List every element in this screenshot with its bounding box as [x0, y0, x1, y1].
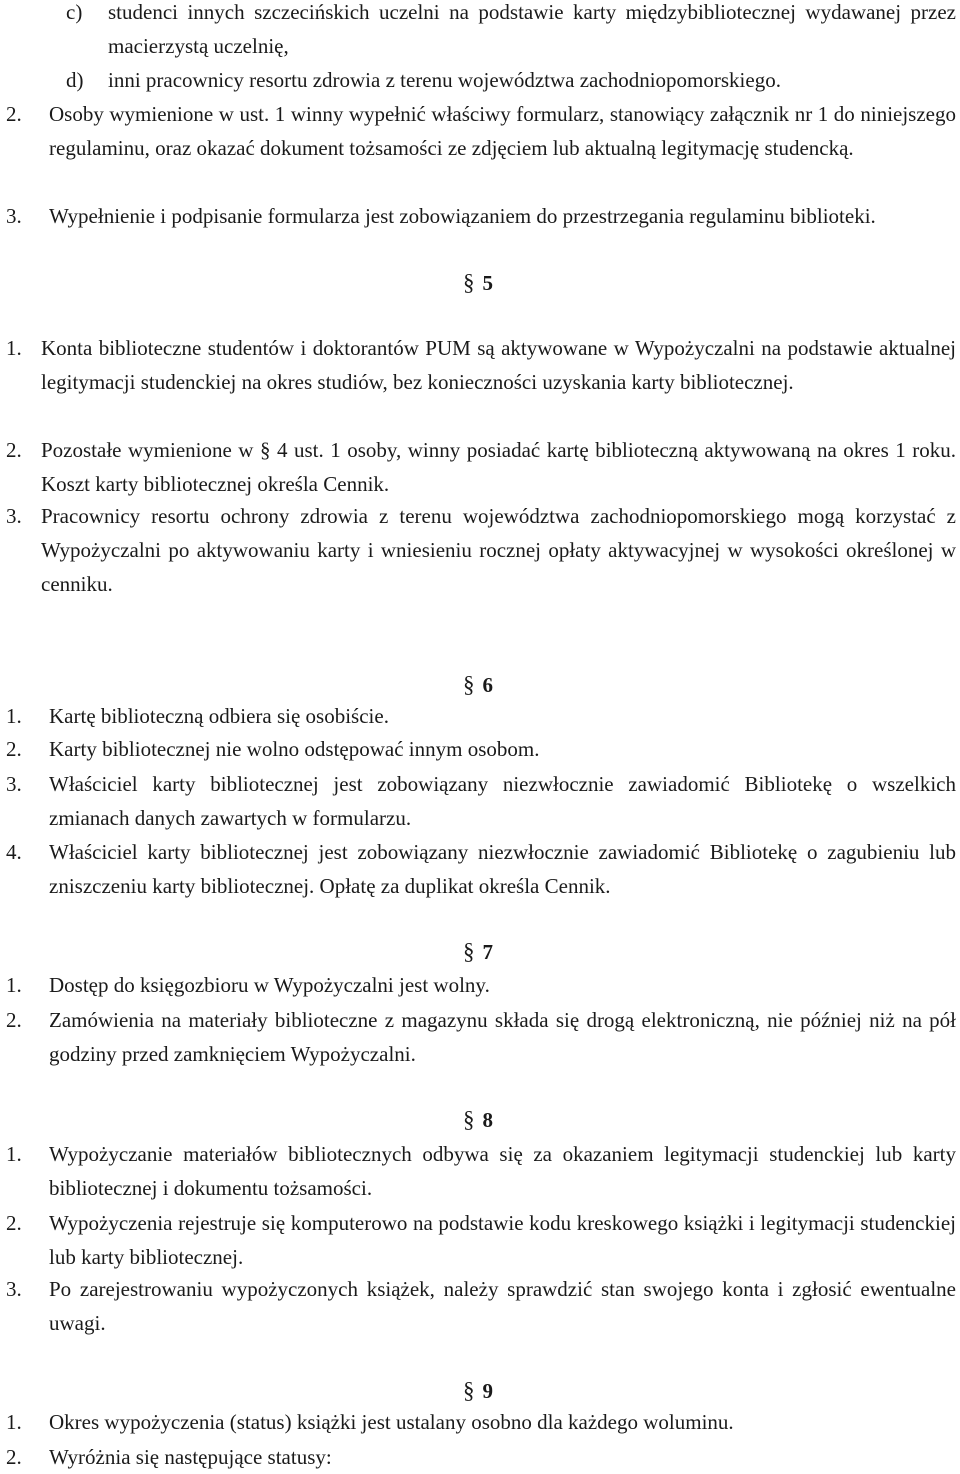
- item-number: 3.: [6, 1277, 22, 1301]
- section-heading-7: [463, 937, 493, 967]
- item-number: 3.: [6, 204, 22, 228]
- item-text: Wypożyczenia rejestruje się komputerowo na podstawie kodu kreskowego książki i legitymacji studenckiej lub karty bibliotecznej.: [49, 1211, 956, 1269]
- item-number: 2.: [6, 1211, 22, 1235]
- item-text: studenci innych szczecińskich uczelni na podstawie karty międzybibliotecznej wydawanej przez macierzystą uczelnię,: [108, 0, 956, 58]
- item-number: 1.: [6, 973, 22, 997]
- item-number: 1.: [6, 336, 22, 360]
- item-number: 2.: [6, 1008, 22, 1032]
- item-number: 2.: [6, 102, 22, 126]
- item-text: Okres wypożyczenia (status) książki jest ustalany osobno dla każdego woluminu.: [49, 1410, 734, 1434]
- item-text: Osoby wymienione w ust. 1 winny wypełnić właściwy formularz, stanowiący załącznik nr 1 do niniejszego regulaminu, oraz okazać dokument tożsamości ze zdjęciem lub aktualną legitymację studencką.: [49, 102, 956, 160]
- section-heading-6: [463, 670, 493, 700]
- item-number: 3.: [6, 772, 22, 796]
- item-number: 1.: [6, 1142, 22, 1166]
- item-text: Karty bibliotecznej nie wolno odstępować innym osobom.: [49, 737, 540, 761]
- section-sign: §: [463, 1378, 475, 1403]
- item-text: Wypełnienie i podpisanie formularza jest zobowiązaniem do przestrzegania regulaminu biblioteki.: [49, 204, 876, 228]
- section-sign: §: [463, 1107, 475, 1132]
- item-number: 3.: [6, 504, 22, 528]
- item-text: Po zarejestrowaniu wypożyczonych książek, należy sprawdzić stan swojego konta i zgłosić ewentualne uwagi.: [49, 1277, 956, 1335]
- item-number: d): [66, 68, 84, 92]
- section-sign: §: [463, 939, 475, 964]
- item-number: 4.: [6, 840, 22, 864]
- item-number: 2.: [6, 438, 22, 462]
- item-number: 2.: [6, 737, 22, 761]
- item-text: Zamówienia na materiały biblioteczne z magazynu składa się drogą elektroniczną, nie później niż na pół godziny przed zamknięciem Wypożyczalni.: [49, 1008, 956, 1066]
- item-text: Właściciel karty bibliotecznej jest zobowiązany niezwłocznie zawiadomić Bibliotekę o zagubieniu lub zniszczeniu karty bibliotecznej. Opłatę za duplikat określa Cennik.: [49, 840, 956, 898]
- item-text: Właściciel karty bibliotecznej jest zobowiązany niezwłocznie zawiadomić Bibliotekę o wszelkich zmianach danych zawartych w formularzu.: [49, 772, 956, 830]
- item-text: Pracownicy resortu ochrony zdrowia z terenu województwa zachodniopomorskiego mogą korzystać z Wypożyczalni po aktywowaniu karty i wniesieniu rocznej opłaty aktywacyjnej w wysokości określonej w cenniku.: [41, 504, 956, 596]
- section-heading-9: [463, 1376, 493, 1406]
- item-number: 2.: [6, 1445, 22, 1469]
- item-text: Pozostałe wymienione w § 4 ust. 1 osoby, winny posiadać kartę biblioteczną aktywowaną na okres 1 roku. Koszt karty bibliotecznej określa Cennik.: [41, 438, 956, 496]
- section-number: 8: [482, 1108, 493, 1132]
- section-sign: §: [463, 270, 475, 295]
- item-number: 1.: [6, 1410, 22, 1434]
- section-number: 6: [482, 673, 493, 697]
- section-sign: §: [463, 672, 475, 697]
- item-text: Konta biblioteczne studentów i doktorantów PUM są aktywowane w Wypożyczalni na podstawie aktualnej legitymacji studenckiej na okres studiów, bez konieczności uzyskania karty bibliotecznej.: [41, 336, 956, 394]
- item-text: Dostęp do księgozbioru w Wypożyczalni jest wolny.: [49, 973, 490, 997]
- section-heading-5: [463, 268, 493, 298]
- section-number: 5: [482, 271, 493, 295]
- item-text: Kartę biblioteczną odbiera się osobiście.: [49, 704, 389, 728]
- section-number: 7: [482, 940, 493, 964]
- item-number: c): [66, 0, 83, 24]
- item-text: Wypożyczanie materiałów bibliotecznych odbywa się za okazaniem legitymacji studenckiej lub karty bibliotecznej i dokumentu tożsamości.: [49, 1142, 956, 1200]
- section-heading-8: [463, 1105, 493, 1135]
- item-text: Wyróżnia się następujące statusy:: [49, 1445, 332, 1469]
- section-number: 9: [482, 1379, 493, 1403]
- item-text: inni pracownicy resortu zdrowia z terenu województwa zachodniopomorskiego.: [108, 68, 781, 92]
- item-number: 1.: [6, 704, 22, 728]
